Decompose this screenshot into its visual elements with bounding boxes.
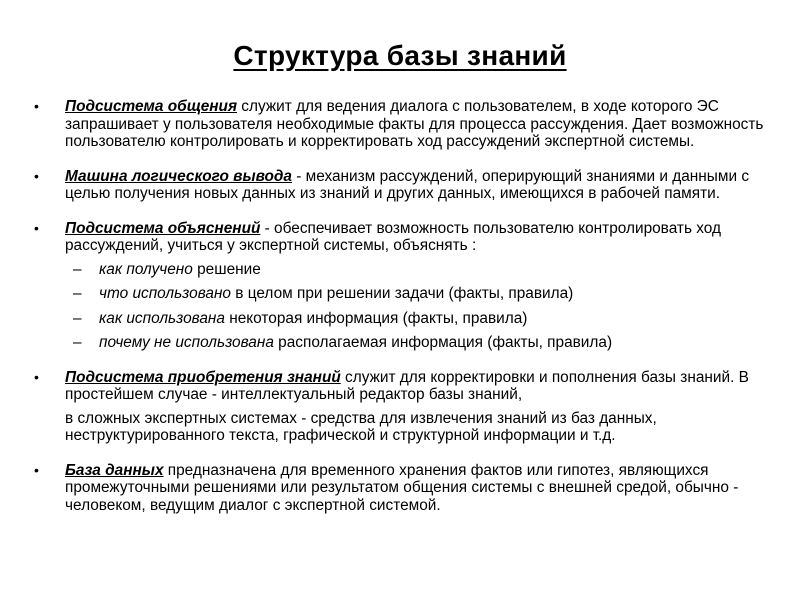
bullet-icon: • — [34, 461, 39, 478]
bullet-icon: • — [34, 98, 39, 114]
sub-bullet-term: что использовано — [99, 285, 231, 302]
sub-bullet-term: как получено — [99, 260, 193, 278]
bullet-text: служит для корректировки и пополнения базы знаний. В простейшем случае - интеллектуальный редактор базы знаний, — [65, 368, 749, 403]
sub-bullet-item — [65, 285, 770, 303]
dash-icon: – — [73, 334, 82, 351]
dash-icon: – — [73, 285, 82, 302]
dash-icon: – — [73, 260, 82, 278]
dash-icon: – — [73, 309, 82, 327]
sub-bullet-text: в целом при решении задачи (факты, правила) — [231, 285, 574, 302]
sub-bullet-list — [65, 261, 770, 352]
bullet-item-communication-subsystem — [34, 98, 770, 151]
slide-title: Структура базы знаний — [233, 40, 567, 71]
bullet-term: Подсистема приобретения знаний — [65, 368, 341, 386]
bullet-text: предназначена для временного хранения фактов или гипотез, являющихся промежуточными решениями или результатом общения системы с внешней средой, обычно - человеком, ведущим диалог с экспертной системой. — [65, 461, 739, 514]
sub-bullet-text: некоторая информация (факты, правила) — [224, 309, 528, 327]
bullet-icon: • — [34, 368, 39, 385]
bullet-term: Подсистема объяснений — [65, 219, 261, 237]
bullet-term: База данных — [65, 461, 164, 479]
slide-body — [34, 98, 770, 531]
sub-bullet-term: как использована — [99, 309, 225, 327]
bullet-icon: • — [34, 219, 39, 236]
bullet-item-knowledge-acquisition-subsystem — [34, 369, 770, 445]
sub-bullet-item — [65, 334, 770, 352]
sub-bullet-term: почему не использована — [99, 334, 274, 351]
bullet-icon: • — [34, 167, 39, 184]
bullet-item-inference-engine — [34, 168, 770, 203]
bullet-term: Подсистема общения — [65, 98, 238, 115]
bullet-text-continuation: в сложных экспертных системах - средства для извлечения знаний из баз данных, неструктурированного текста, графической и структурной информации и т.д. — [65, 409, 657, 444]
bullet-text: служит для ведения диалога с пользователем, в ходе которого ЭС запрашивает у пользователя необходимые факты для процесса рассуждения. Дает возможность пользователю контролировать и корректировать ход рассуждений экспертной системы. — [65, 98, 764, 150]
bullet-item-database — [34, 462, 770, 515]
sub-bullet-text: решение — [192, 260, 261, 278]
bullet-term: Машина логического вывода — [65, 167, 292, 185]
bullet-text: - механизм рассуждений, оперирующий знаниями и данными с целью получения новых данных из знаний и других данных, имеющихся в рабочей памяти. — [65, 167, 750, 202]
sub-bullet-text: располагаемая информация (факты, правила) — [273, 334, 613, 351]
bullet-text: - обеспечивает возможность пользователю контролировать ход рассуждений, учиться у экспертной системы, объяснять : — [65, 219, 721, 254]
sub-bullet-item — [65, 310, 770, 328]
bullet-item-explanation-subsystem — [34, 220, 770, 352]
sub-bullet-item — [65, 261, 770, 279]
